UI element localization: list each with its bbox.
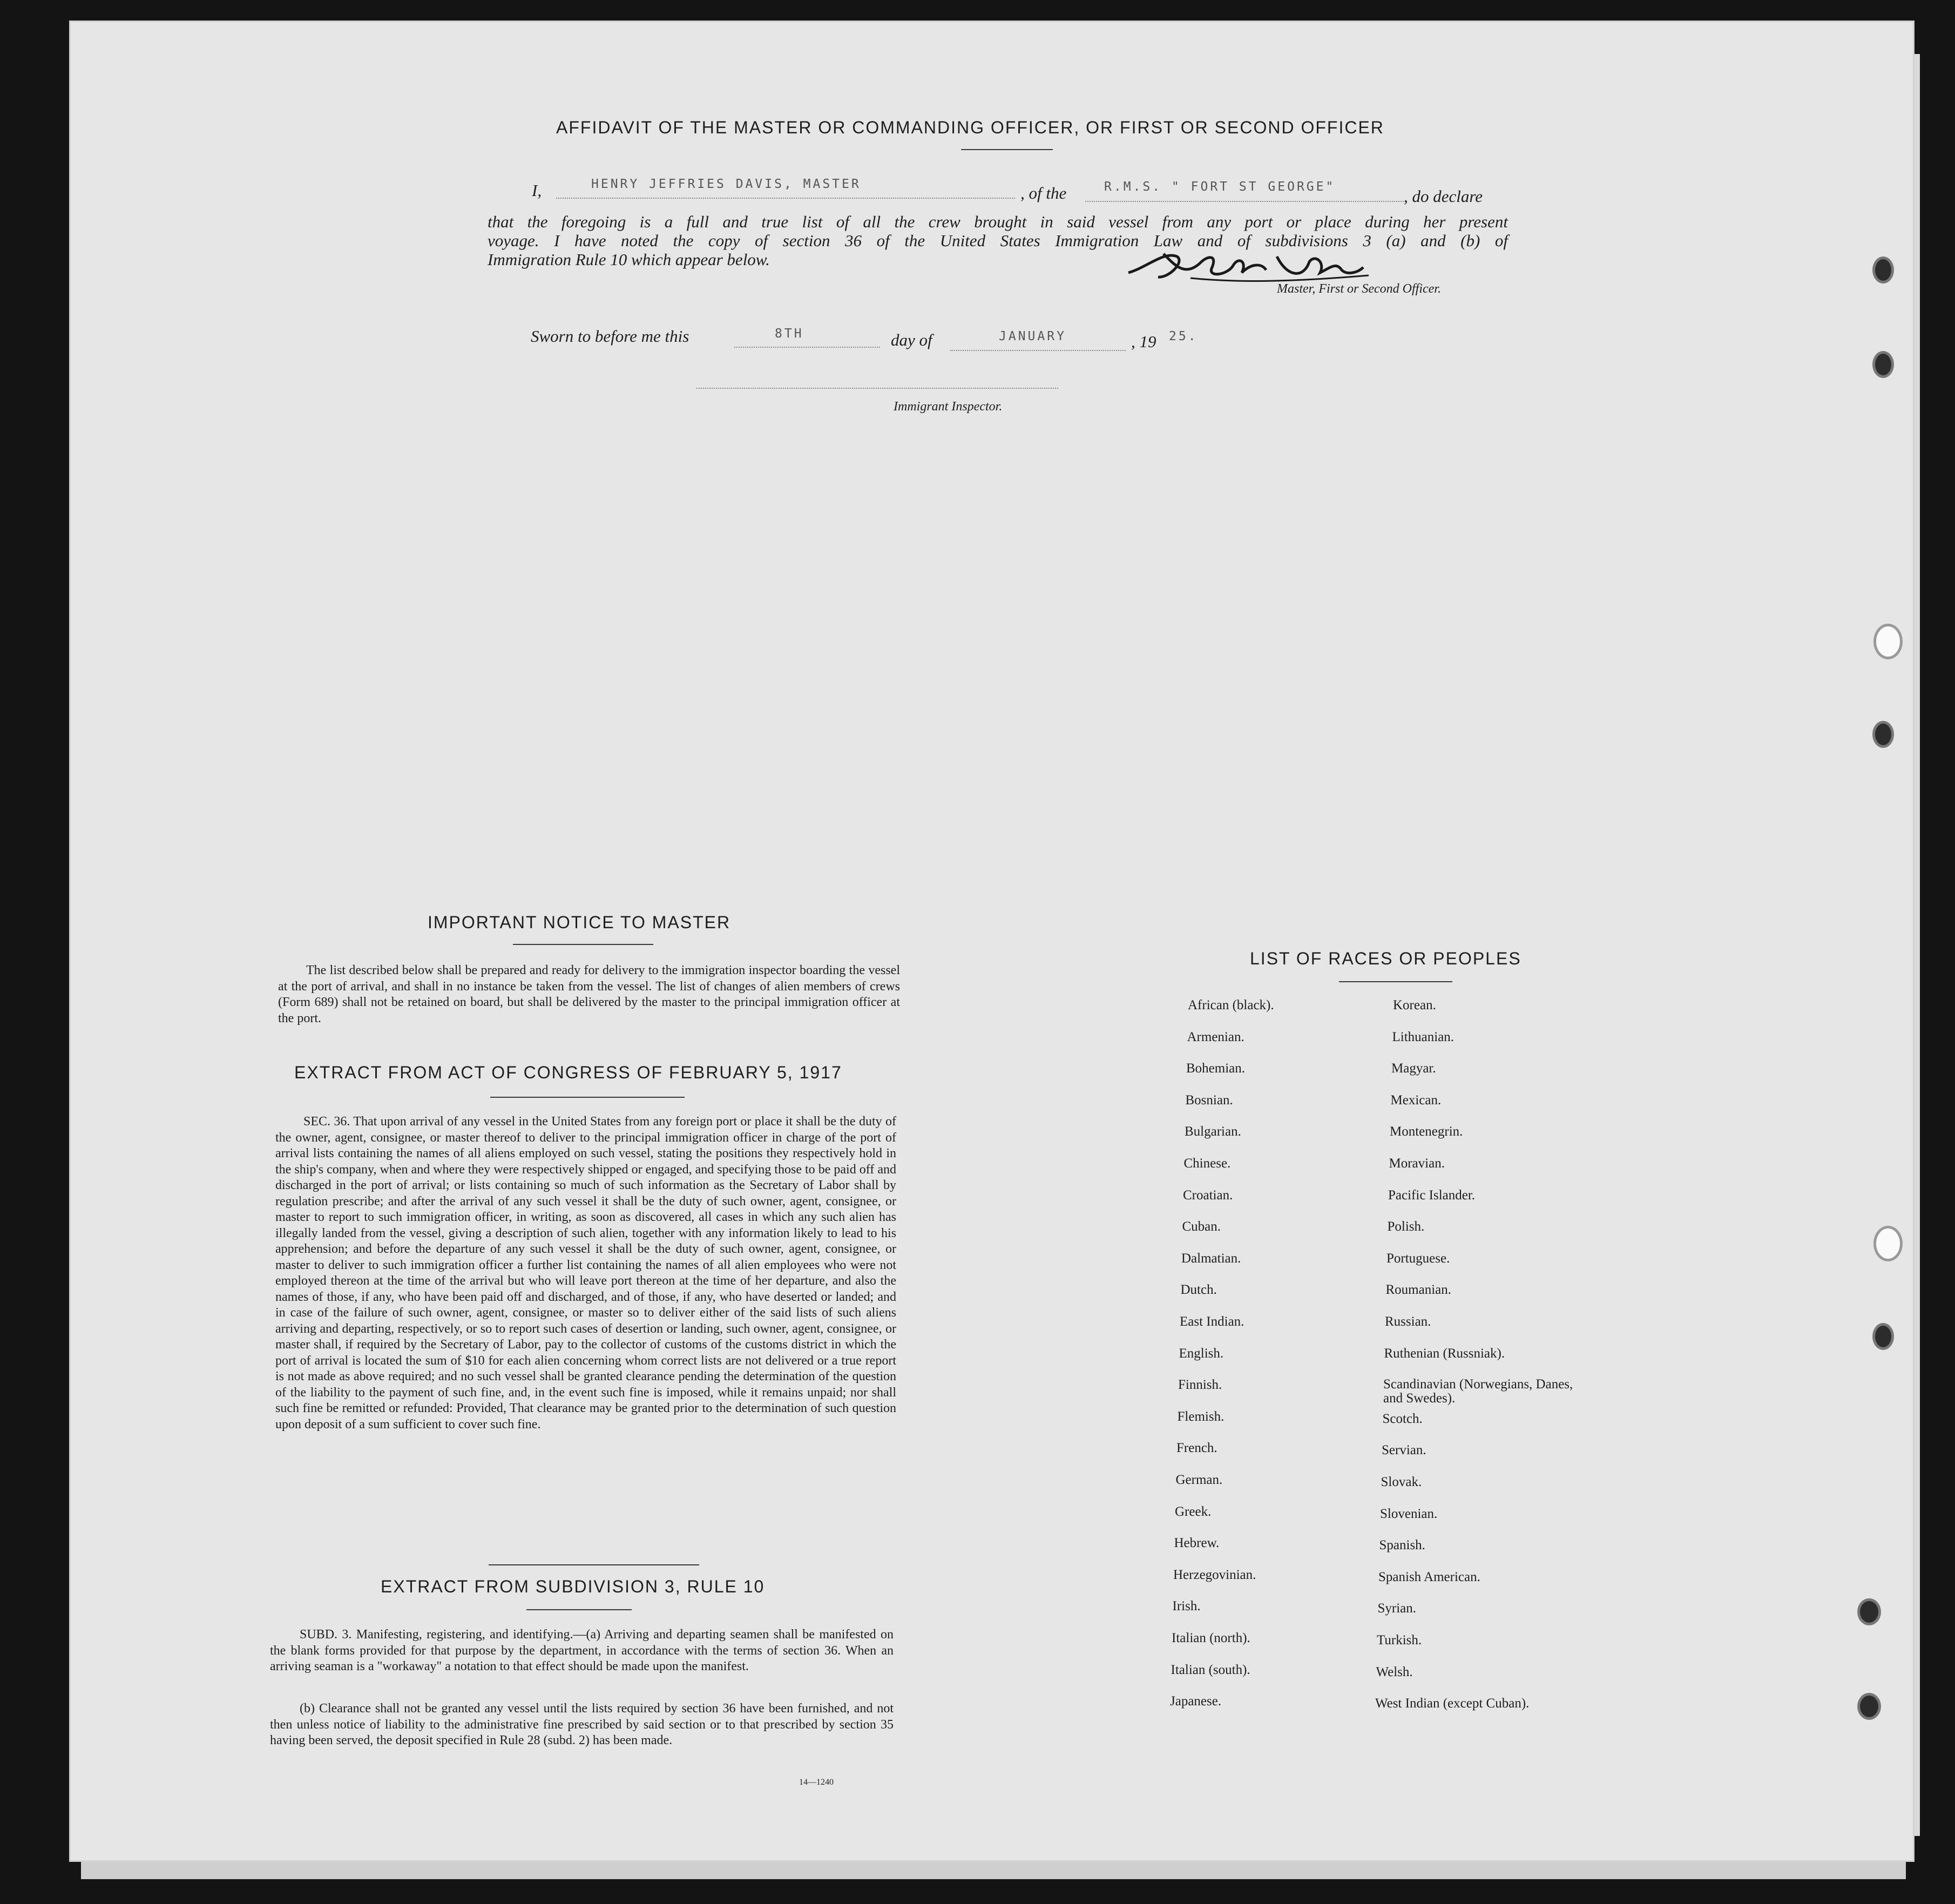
notice-rule	[513, 944, 653, 945]
notice-text: The list described below shall be prepared and ready for delivery to the immigration inspector boarding the vessel at the port of arrival, and shall in no instance be taken from the vessel. The list of changes of alien members of crews (Form 689) shall not be retained on board, but shall be delivered by the master to the principal immigration officer at the port.	[278, 963, 900, 1025]
race-item: Slovenian.	[1380, 1506, 1438, 1521]
page-right-edge	[1915, 54, 1920, 1836]
race-item: Armenian.	[1187, 1029, 1244, 1044]
title-rule	[961, 149, 1053, 150]
race-item: African (black).	[1188, 998, 1274, 1012]
form-number: 14—1240	[799, 1778, 834, 1787]
notice-title: IMPORTANT NOTICE TO MASTER	[428, 913, 731, 932]
act-text: SEC. 36. That upon arrival of any vessel in the United States from any foreign port or place it shall be the duty of the owner, agent, consignee, or master thereof to deliver to the principal immigration officer in charge of the port of arrival lists containing the names of all aliens employed on such vessel, stating the positions they respectively hold in the ship's company, when and where they were respectively shipped or engaged, and specifying those to be paid off and discharged in the port of arrival; or lists containing so much of such information as the Secretary of Labor shall by regulation prescribe; and after the arrival of any such vessel it shall be the duty of such owner, agent, consignee, or master to report to such immigration officer, in writing, as soon as discovered, all cases in which any such alien has illegally landed from the vessel, giving a description of such alien, together with any information likely to lead to his apprehension; and before the departure of any such vessel it shall be the duty of such owner, agent, consignee, or master to deliver to such immigration officer a further list containing the names of all alien employees who were not employed thereon at the time of the arrival but who will leave port thereon at the time of her departure, and also the names of those, if any, who have been paid off and discharged, and of those, if any, who have deserted or landed; and in case of the failure of such owner, agent, consignee, or master so to deliver either of the said lists of such aliens arriving and departing, respectively, or so to report such cases of desertion or landing, such owner, agent, consignee, or master shall, if required by the Secretary of Labor, pay to the collector of customs of the customs district in which the port of arrival is located the sum of $10 for each alien concerning whom correct lists are not delivered or a true report is not made as above required; and no such vessel shall be granted clearance pending the determination of the question of the liability to the payment of such fine, and, in the event such fine is imposed, while it remains unpaid; nor shall such fine be remitted or refunded: Provided, That clearance may be granted prior to the determination of such question upon deposit of a sum sufficient to cover such fine.	[275, 1115, 896, 1432]
race-item: Lithuanian.	[1392, 1029, 1455, 1044]
affidavit-line-4: Immigration Rule 10 which appear below.	[488, 250, 770, 269]
rule-title: EXTRACT FROM SUBDIVISION 3, RULE 10	[381, 1577, 765, 1596]
race-item: Montenegrin.	[1390, 1124, 1463, 1139]
vessel-name: R.M.S. " FORT ST GEORGE"	[1104, 180, 1336, 194]
inspector-label: Immigrant Inspector.	[894, 400, 1003, 414]
race-item: Servian.	[1382, 1443, 1426, 1458]
race-item: Korean.	[1393, 998, 1436, 1012]
sworn-text: Sworn to before me this	[531, 327, 689, 346]
race-item: Finnish.	[1178, 1378, 1222, 1393]
binder-hole	[1857, 1598, 1881, 1625]
race-item: Dutch.	[1180, 1282, 1217, 1298]
race-item: English.	[1179, 1346, 1224, 1361]
affidavit-of-the: , of the	[1020, 184, 1067, 202]
master-signature	[1126, 246, 1374, 286]
race-item: Magyar.	[1391, 1061, 1436, 1076]
race-item: Croatian.	[1183, 1187, 1233, 1203]
races-title: LIST OF RACES OR PEOPLES	[1250, 949, 1521, 968]
affidavit-title: AFFIDAVIT OF THE MASTER OR COMMANDING OFFICER, OR FIRST OR SECOND OFFICER	[556, 118, 1384, 137]
race-item: Italian (north).	[1172, 1631, 1250, 1645]
race-item: West Indian (except Cuban).	[1375, 1696, 1530, 1711]
inspector-signature-line	[696, 388, 1058, 389]
race-item: Moravian.	[1389, 1156, 1445, 1171]
sworn-month: JANUARY	[999, 329, 1066, 343]
day-of-text: day of	[891, 330, 932, 349]
race-item: Herzegovinian.	[1173, 1567, 1256, 1582]
act-end-rule	[489, 1564, 699, 1565]
race-item: Scotch.	[1382, 1411, 1423, 1426]
race-item: Dalmatian.	[1181, 1251, 1241, 1266]
binder-hole	[1872, 1323, 1894, 1350]
race-item: Bosnian.	[1185, 1092, 1233, 1108]
binder-hole	[1872, 721, 1894, 748]
binder-hole	[1872, 351, 1894, 378]
race-item: French.	[1176, 1441, 1217, 1456]
race-item: East Indian.	[1180, 1314, 1244, 1329]
affidavit-line-3: voyage. I have noted the copy of section 36 of the United States Immigration Law and of subdivisions 3 (a) and (b) of	[488, 231, 1508, 250]
race-item: Italian (south).	[1171, 1662, 1250, 1677]
race-item: Syrian.	[1377, 1601, 1417, 1616]
binder-hole	[1872, 256, 1894, 283]
month-fill-line	[950, 350, 1126, 351]
race-item: Cuban.	[1182, 1219, 1221, 1234]
race-item: Chinese.	[1183, 1156, 1231, 1171]
race-item: Mexican.	[1390, 1092, 1442, 1108]
race-item: Portuguese.	[1386, 1251, 1450, 1266]
binder-hole	[1857, 1693, 1881, 1720]
race-item: Irish.	[1172, 1599, 1201, 1614]
race-item: Russian.	[1385, 1314, 1431, 1329]
binder-hole	[1873, 1226, 1903, 1261]
year-prefix: , 19	[1131, 332, 1156, 351]
affidavit-i: I,	[532, 181, 542, 200]
sworn-day: 8TH	[775, 327, 804, 341]
race-item: German.	[1175, 1473, 1223, 1487]
master-name: HENRY JEFFRIES DAVIS, MASTER	[591, 177, 861, 191]
race-item: Ruthenian (Russniak).	[1384, 1346, 1505, 1361]
race-item: Japanese.	[1170, 1694, 1222, 1709]
race-item: Bohemian.	[1186, 1061, 1246, 1076]
race-item: Hebrew.	[1174, 1536, 1220, 1551]
name-fill-line	[556, 198, 1015, 199]
vessel-fill-line	[1085, 201, 1404, 202]
race-item: Polish.	[1387, 1219, 1425, 1234]
race-item: Flemish.	[1177, 1409, 1225, 1424]
race-item: Bulgarian.	[1185, 1124, 1241, 1139]
race-item: Spanish American.	[1378, 1569, 1480, 1584]
document-page	[69, 21, 1915, 1862]
binder-hole	[1873, 624, 1903, 659]
race-item: Turkish.	[1377, 1633, 1422, 1648]
race-item: Pacific Islander.	[1388, 1187, 1476, 1203]
race-item: Spanish.	[1379, 1538, 1425, 1553]
act-rule	[490, 1097, 685, 1098]
race-item: Welsh.	[1376, 1664, 1413, 1679]
affidavit-do-declare: , do declare	[1404, 187, 1483, 206]
rule-rule	[526, 1609, 632, 1610]
race-item: Scandinavian (Norwegians, Danes, and Swedes).	[1383, 1377, 1573, 1406]
sworn-year: 25.	[1169, 329, 1198, 343]
affidavit-line-2: that the foregoing is a full and true list of all the crew brought in said vessel from any port or place during her present	[488, 212, 1508, 231]
races-rule	[1339, 981, 1452, 982]
act-title: EXTRACT FROM ACT OF CONGRESS OF FEBRUARY 5, 1917	[294, 1063, 842, 1082]
day-fill-line	[734, 347, 880, 348]
rule-text-b: (b) Clearance shall not be granted any vessel until the lists required by section 36 have been furnished, and not then unless notice of liability to the administrative fine prescribed by said section or to that prescribed by section 35 having been served, the deposit specified in Rule 28 (subd. 2) has been made.	[270, 1702, 894, 1747]
rule-text-a: SUBD. 3. Manifesting, registering, and identifying.—(a) Arriving and departing seamen shall be manifested on the blank forms provided for that purpose by the department, in accordance with the terms of section 36. When an arriving seaman is a "workaway" a notation to that effect should be made upon the manifest.	[270, 1628, 894, 1673]
race-item: Roumanian.	[1385, 1282, 1452, 1298]
race-item: Greek.	[1175, 1504, 1212, 1519]
race-item: Slovak.	[1381, 1475, 1422, 1489]
signer-title: Master, First or Second Officer.	[1277, 282, 1441, 296]
